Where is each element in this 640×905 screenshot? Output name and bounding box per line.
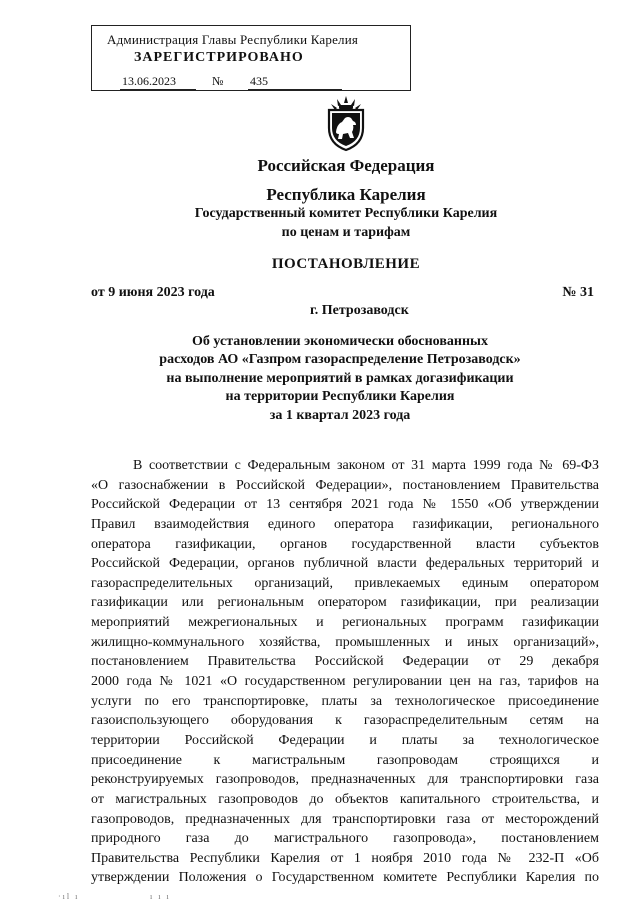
document-date: от 9 июня 2023 года: [91, 285, 215, 300]
body-line: реконструируемых газопроводов, предназначенных для транспортировки газа: [91, 772, 599, 788]
body-line: Российской Федерации, органов публичной власти федеральных территорий и: [91, 556, 599, 572]
heading-country: Российская Федерация: [257, 156, 435, 175]
title-line: Об установлении экономически обоснованных: [192, 334, 488, 349]
body-paragraph: [91, 456, 599, 888]
body-line: территории Российской Федерации и платы за технологическое: [91, 732, 599, 748]
title-line: на выполнение мероприятий в рамках догазификации: [166, 370, 514, 386]
body-line: газоиспользующего оборудования к газораспределительным сетям на: [91, 713, 599, 729]
body-line: Правил взаимодействия единого оператора газификации, регионального: [91, 516, 599, 532]
heading-committee: Государственный комитет Республики Карелия: [194, 206, 498, 221]
body-line: газопроводов, предназначенных для транспортировки газа от месторождений: [91, 811, 599, 827]
document-number: № 31: [562, 285, 594, 300]
stamp-number-label: №: [212, 74, 224, 88]
title-line: за 1 квартал 2023 года: [269, 407, 411, 423]
scan-artifact: ·ıl ı: [58, 892, 80, 901]
body-line: от магистральных газопроводов до объектов капитального строительства, и: [91, 791, 599, 807]
document-type: ПОСТАНОВЛЕНИЕ: [271, 256, 421, 272]
body-line: 2000 года № 1021 «О государственном регулировании цен на газ, тарифов на: [91, 674, 599, 690]
heading-republic: Республика Карелия: [266, 185, 426, 204]
karelia-coat-of-arms-icon: [323, 94, 369, 152]
body-line: утверждении Положения о Государственном комитете Республики Карелия по: [91, 870, 599, 886]
body-line: оператора газификации, органов государственной власти субъектов: [91, 536, 599, 552]
title-line: на территории Республики Карелия: [225, 389, 455, 405]
stamp-registered: ЗАРЕГИСТРИРОВАНО: [134, 50, 304, 65]
stamp-authority: Администрация Главы Республики Карелия: [107, 32, 359, 47]
body-line: В соответствии с Федеральным законом от 31 марта 1999 года № 69-ФЗ: [133, 458, 599, 473]
body-line: услуги по его транспортировке, платы за технологическое присоединение: [91, 693, 599, 709]
body-line: природного газа до магистрального газопровода», постановлением: [91, 831, 599, 847]
body-line: «О газоснабжении в Российской Федерации», постановлением Правительства: [91, 477, 599, 493]
document-title: [90, 333, 590, 425]
stamp-date: 13.06.2023: [120, 74, 196, 90]
body-line: мероприятий межрегиональных и региональных программ газификации: [91, 615, 599, 631]
body-line: Правительства Республики Карелия от 1 ноября 2010 года № 232-П «Об: [91, 850, 599, 866]
body-line: Российской Федерации от 13 сентября 2021 года № 1550 «Об утверждении: [91, 497, 599, 513]
title-line: расходов АО «Газпром газораспределение Петрозаводск»: [159, 352, 521, 368]
body-line: присоединение к магистральным газопроводам строящихся и: [91, 752, 599, 768]
document-city: г. Петрозаводск: [310, 303, 409, 318]
body-line: постановлением Правительства Российской Федерации от 29 декабря: [91, 654, 599, 670]
body-line: газификации или региональным оператором газификации, при реализации: [91, 595, 599, 611]
registration-stamp: [91, 25, 411, 91]
heading-committee-subtitle: по ценам и тарифам: [281, 225, 411, 240]
body-line: газораспределительных организаций, привлекаемых единым оператором: [91, 575, 599, 591]
stamp-registration-line: [120, 74, 342, 90]
scan-artifact: ı ı ı: [150, 892, 171, 901]
body-line: жилищно-коммунального хозяйства, промышленных и иных организаций»,: [91, 634, 599, 650]
stamp-number: 435: [248, 74, 342, 90]
